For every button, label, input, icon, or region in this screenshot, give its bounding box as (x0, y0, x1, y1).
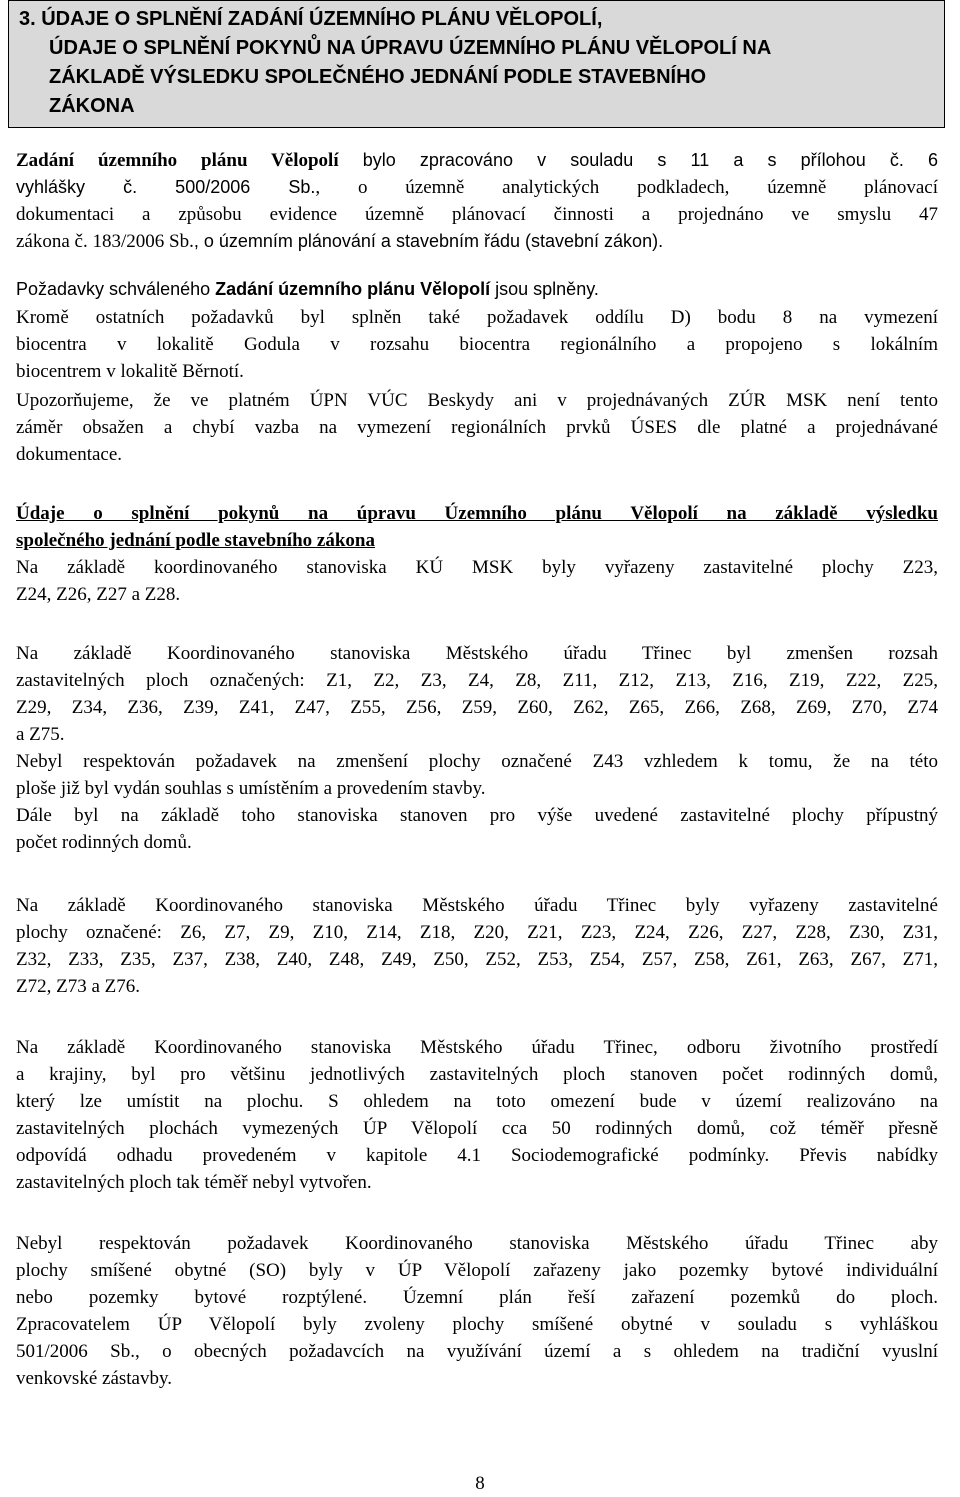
text-line: odpovídá odhadu provedeném v kapitole 4.1 Sociodemografické podmínky. Převis nabídky (16, 1145, 938, 1166)
text-line: a krajiny, byl pro většinu jednotlivých zastavitelných ploch stanoven počet rodinných domů, (16, 1064, 938, 1085)
paragraph-smisene-obytne (16, 1230, 938, 1392)
text-line: plochy označené: Z6, Z7, Z9, Z10, Z14, Z18, Z20, Z21, Z23, Z24, Z26, Z27, Z28, Z30, Z31, (16, 922, 938, 943)
section-title: společného jednání podle stavebního zákona (16, 530, 375, 551)
paragraph-upozorneni (16, 387, 938, 468)
text-line: Požadavky schváleného Zadání územního plánu Vělopolí jsou splněny. (16, 279, 599, 299)
text-line: venkovské zástavby. (16, 1368, 172, 1389)
text-line: Z72, Z73 a Z76. (16, 976, 141, 997)
text-line: biocentra v lokalitě Godula v rozsahu biocentra regionálního a propojeno s lokálním (16, 334, 938, 355)
text-line: Dále byl na základě toho stanoviska stanoven pro výše uvedené zastavitelné plochy přípustný (16, 805, 938, 826)
text-line: záměr obsažen a chybí vazba na vymezení regionálních prvků ÚSES dle platné a projednávané (16, 417, 938, 438)
text-line: Na základě koordinovaného stanoviska KÚ MSK byly vyřazeny zastavitelné plochy Z23, (16, 557, 938, 578)
paragraph-rodinne-domy (16, 1034, 938, 1196)
text-line: dokumentace. (16, 444, 123, 465)
text-line: dokumentaci a způsobu evidence územně plánovací činnosti a projednáno ve smyslu 47 (16, 204, 938, 225)
text-line: Nebyl respektován požadavek na zmenšení plochy označené Z43 vzhledem k tomu, že na této (16, 751, 938, 772)
text-line: nebo pozemky bytové rozptýlené. Územní plán řeší zařazení pozemků do ploch. (16, 1287, 938, 1308)
text-line: Z29, Z34, Z36, Z39, Z41, Z47, Z55, Z56, Z59, Z60, Z62, Z65, Z66, Z68, Z69, Z70, Z74 (16, 697, 938, 718)
text-line: Na základě Koordinovaného stanoviska Městského úřadu Třinec, odboru životního prostředí (16, 1037, 938, 1058)
page-number: 8 (475, 1473, 485, 1494)
text-line: Z24, Z26, Z27 a Z28. (16, 584, 181, 605)
text-line: Zpracovatelem ÚP Vělopolí byly zvoleny plochy smíšené obytné v souladu s vyhláškou (16, 1314, 938, 1335)
section-title: Údaje o splnění pokynů na úpravu Územního plánu Vělopolí na základě výsledku (16, 503, 938, 524)
text-line: plochy smíšené obytné (SO) byly v ÚP Vělopolí zařazeny jako pozemky bytové individuální (16, 1260, 938, 1281)
text-line: Kromě ostatních požadavků byl splněn také požadavek oddílu D) bodu 8 na vymezení (16, 307, 938, 328)
text-line: zastavitelných plochách vymezených ÚP Vělopolí cca 50 rodinných domů, což téměř přesně (16, 1118, 938, 1139)
heading-line: ZÁKONA (49, 95, 135, 117)
text-line: Z32, Z33, Z35, Z37, Z38, Z40, Z48, Z49, Z50, Z52, Z53, Z54, Z57, Z58, Z61, Z63, Z67, Z71, (16, 949, 938, 970)
text-line: a Z75. (16, 724, 65, 745)
text-line: Na základě Koordinovaného stanoviska Městského úřadu Třinec byl zmenšen rozsah (16, 643, 938, 664)
text-line: který lze umístit na plochu. S ohledem na toto omezení bude v území realizováno na (16, 1091, 938, 1112)
text-line: vyhlášky č. 500/2006 Sb., o územně analytických podkladech, územně plánovací (16, 177, 938, 198)
paragraph-zadani (16, 147, 938, 255)
text-line: 501/2006 Sb., o obecných požadavcích na využívání území a s ohledem na tradiční vyuslní (16, 1341, 938, 1362)
paragraph-vyrazeni (16, 892, 938, 1000)
heading-line: ZÁKLADĚ VÝSLEDKU SPOLEČNÉHO JEDNÁNÍ PODLE STAVEBNÍHO (49, 66, 707, 88)
text-line: zastavitelných ploch tak téměř nebyl vytvořen. (16, 1172, 372, 1193)
text-line: ploše již byl vydán souhlas s umístěním a provedením stavby. (16, 778, 486, 799)
section-heading (8, 0, 945, 128)
paragraph-pozadavky (16, 276, 938, 303)
text-line: Nebyl respektován požadavek Koordinovaného stanoviska Městského úřadu Třinec aby (16, 1233, 938, 1254)
text-line: počet rodinných domů. (16, 832, 192, 853)
text-line: biocentrem v lokalitě Běrnotí. (16, 361, 244, 382)
text-line: zastavitelných ploch označených: Z1, Z2, Z3, Z4, Z8, Z11, Z12, Z13, Z16, Z19, Z22, Z25, (16, 670, 938, 691)
paragraph-biocentra (16, 304, 938, 385)
section-pokyny (16, 500, 938, 608)
text-line: Zadání územního plánu Vělopolí bylo zpracováno v souladu s 11 a s přílohou č. 6 (16, 150, 938, 171)
text-line: Upozorňujeme, že ve platném ÚPN VÚC Beskydy ani v projednávaných ZÚR MSK není tento (16, 390, 938, 411)
heading-line: 3. ÚDAJE O SPLNĚNÍ ZADÁNÍ ÚZEMNÍHO PLÁNU VĚLOPOLÍ, (19, 8, 603, 30)
heading-line: ÚDAJE O SPLNĚNÍ POKYNŮ NA ÚPRAVU ÚZEMNÍHO PLÁNU VĚLOPOLÍ NA (49, 37, 772, 59)
paragraph-zmenseni (16, 640, 938, 856)
text-line: Na základě Koordinovaného stanoviska Městského úřadu Třinec byly vyřazeny zastavitelné (16, 895, 938, 916)
text-line: zákona č. 183/2006 Sb., o územním plánování a stavebním řádu (stavební zákon). (16, 231, 664, 252)
